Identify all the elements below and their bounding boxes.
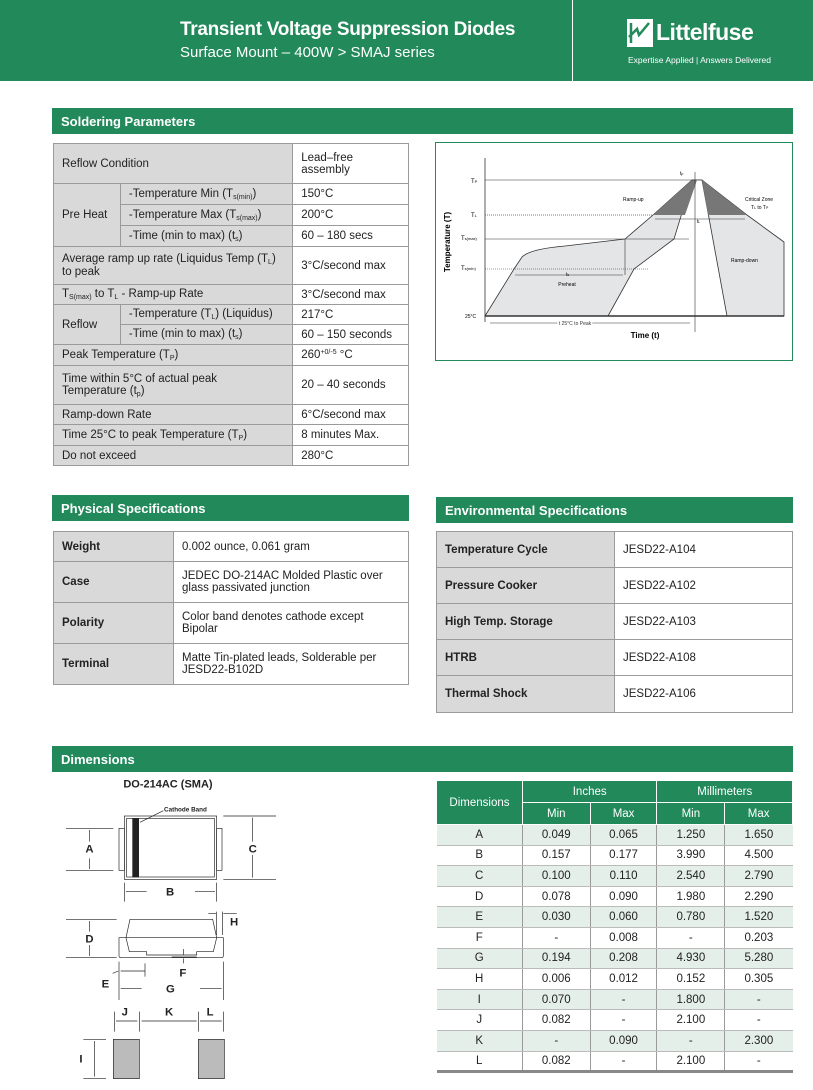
- section-soldering-parameters: Soldering Parameters: [52, 108, 793, 134]
- table-cell: 0.203: [725, 927, 793, 948]
- table-cell: 0.082: [522, 1010, 590, 1031]
- table-cell: 0.090: [590, 1030, 657, 1051]
- table-cell: H: [437, 969, 523, 990]
- table-cell: -: [590, 989, 657, 1010]
- label-terminal: Terminal: [54, 644, 174, 685]
- table-cell: 2.790: [725, 866, 793, 887]
- header-millimeters: Millimeters: [657, 781, 793, 803]
- table-cell: 1.800: [657, 989, 725, 1010]
- value-reflow-temp: 217°C: [293, 305, 409, 325]
- label-time-within: Time within 5°C of actual peak Temperature $(t_p)$: [54, 366, 293, 405]
- svg-text:ts: ts: [566, 272, 570, 278]
- value-do-not-exceed: 280°C: [293, 446, 409, 466]
- table-row: [437, 825, 793, 846]
- value-terminal: Matte Tin-plated leads, Solderable per JESD22-B102D: [174, 644, 409, 685]
- table-cell: -: [725, 1010, 793, 1031]
- label-pressure-cooker: Pressure Cooker: [437, 568, 615, 604]
- table-cell: E: [437, 907, 523, 928]
- header-in-min: Min: [522, 803, 590, 825]
- svg-text:C: C: [248, 843, 257, 856]
- table-cell: 0.006: [522, 969, 590, 990]
- value-case: JEDEC DO-214AC Molded Plastic over glass passivated junction: [174, 562, 409, 603]
- value-preheat-time: 60 – 180 secs: [293, 226, 409, 247]
- table-cell: 0.082: [522, 1051, 590, 1072]
- header-divider: [572, 0, 573, 81]
- svg-text:K: K: [165, 1006, 174, 1019]
- value-avg-ramp: 3°C/second max: [293, 247, 409, 285]
- header-dimensions: Dimensions: [437, 781, 523, 825]
- table-cell: 2.100: [657, 1010, 725, 1031]
- svg-text:E: E: [101, 978, 110, 991]
- table-cell: 0.060: [590, 907, 657, 928]
- label-time-25: Time 25°C to peak Temperature $(T_P)$: [54, 425, 293, 446]
- svg-text:Preheat: Preheat: [558, 282, 576, 288]
- svg-text:Ts(min): Ts(min): [461, 266, 476, 272]
- svg-text:TL to TP: TL to TP: [751, 205, 769, 211]
- value-weight: 0.002 ounce, 0.061 gram: [174, 532, 409, 562]
- table-cell: 0.208: [590, 948, 657, 969]
- document-subtitle: Surface Mount – 400W > SMAJ series: [180, 44, 435, 61]
- physical-specifications-table: [53, 531, 409, 685]
- table-cell: -: [725, 989, 793, 1010]
- label-htrb: HTRB: [437, 640, 615, 676]
- section-dimensions: Dimensions: [52, 746, 793, 772]
- table-cell: 0.049: [522, 825, 590, 846]
- label-weight: Weight: [54, 532, 174, 562]
- value-peak-temp: $260^{+0/-5}$ °C: [293, 345, 409, 366]
- table-cell: F: [437, 927, 523, 948]
- label-preheat-tmax: -Temperature Max $(T_{s(max)})$: [120, 205, 292, 226]
- svg-text:TL: TL: [471, 213, 477, 219]
- table-cell: -: [657, 927, 725, 948]
- svg-text:Ts(max): Ts(max): [461, 236, 477, 242]
- svg-text:H: H: [230, 916, 239, 929]
- table-row: [437, 907, 793, 928]
- brand-logo: Littelfuse: [656, 19, 754, 45]
- table-cell: 0.110: [590, 866, 657, 887]
- svg-text:Critical Zone: Critical Zone: [745, 197, 774, 203]
- svg-text:tL: tL: [697, 219, 701, 225]
- x-axis-label: Time (t): [630, 331, 660, 340]
- svg-text:F: F: [179, 967, 187, 980]
- label-high-temp-storage: High Temp. Storage: [437, 604, 615, 640]
- value-preheat-tmax: 200°C: [293, 205, 409, 226]
- value-reflow-time: 60 – 150 seconds: [293, 325, 409, 345]
- table-cell: I: [437, 989, 523, 1010]
- table-cell: 2.100: [657, 1051, 725, 1072]
- label-thermal-shock: Thermal Shock: [437, 676, 615, 713]
- header-mm-max: Max: [725, 803, 793, 825]
- table-cell: 0.008: [590, 927, 657, 948]
- svg-text:t 25°C to Peak: t 25°C to Peak: [558, 321, 592, 327]
- value-preheat-tmin: 150°C: [293, 184, 409, 205]
- table-cell: 0.780: [657, 907, 725, 928]
- label-preheat-tmin: -Temperature Min $(T_{s(min)})$: [120, 184, 292, 205]
- table-cell: 0.305: [725, 969, 793, 990]
- svg-text:L: L: [206, 1006, 214, 1019]
- table-cell: -: [657, 1030, 725, 1051]
- svg-text:Cathode Band: Cathode Band: [164, 806, 207, 814]
- header-in-max: Max: [590, 803, 657, 825]
- table-row: [437, 886, 793, 907]
- label-temperature-cycle: Temperature Cycle: [437, 532, 615, 568]
- table-row: [437, 969, 793, 990]
- table-cell: 1.250: [657, 825, 725, 846]
- label-ramp-down: Ramp-down Rate: [54, 405, 293, 425]
- label-avg-ramp: Average ramp up rate (Liquidus Temp $(T_L)$ to peak: [54, 247, 293, 285]
- document-title: Transient Voltage Suppression Diodes: [180, 19, 516, 40]
- table-cell: -: [522, 927, 590, 948]
- table-cell: -: [590, 1010, 657, 1031]
- header-inches: Inches: [522, 781, 657, 803]
- value-thermal-shock: JESD22-A106: [615, 676, 793, 713]
- table-cell: 4.500: [725, 845, 793, 866]
- table-cell: 0.078: [522, 886, 590, 907]
- table-cell: 0.030: [522, 907, 590, 928]
- header-mm-min: Min: [657, 803, 725, 825]
- label-reflow-temp: -Temperature $(T_L)$ (Liquidus): [120, 305, 292, 325]
- table-row: [437, 989, 793, 1010]
- littelfuse-logo-icon: [627, 17, 655, 49]
- section-environmental-specifications: Environmental Specifications: [436, 497, 793, 523]
- label-do-not-exceed: Do not exceed: [54, 446, 293, 466]
- value-reflow-condition: Lead–free assembly: [293, 144, 409, 184]
- label-reflow-condition: Reflow Condition: [54, 144, 293, 184]
- table-row: [437, 1051, 793, 1072]
- table-row: [437, 1010, 793, 1031]
- table-cell: 1.980: [657, 886, 725, 907]
- table-cell: -: [725, 1051, 793, 1072]
- table-cell: 0.194: [522, 948, 590, 969]
- table-row: [437, 927, 793, 948]
- table-cell: B: [437, 845, 523, 866]
- reflow-profile-diagram: [435, 142, 793, 361]
- table-cell: 0.157: [522, 845, 590, 866]
- label-preheat: Pre Heat: [54, 184, 121, 247]
- soldering-parameters-table: [53, 143, 409, 466]
- value-high-temp-storage: JESD22-A103: [615, 604, 793, 640]
- table-cell: 3.990: [657, 845, 725, 866]
- section-physical-specifications: Physical Specifications: [52, 495, 409, 521]
- cathode-band: [133, 818, 139, 877]
- svg-text:B: B: [166, 886, 175, 899]
- table-cell: 2.290: [725, 886, 793, 907]
- svg-text:25°C: 25°C: [465, 314, 477, 320]
- table-row: [437, 1030, 793, 1051]
- solder-pad-left: [113, 1039, 139, 1078]
- dimensions-table: [436, 780, 793, 1073]
- svg-text:tp: tp: [680, 171, 684, 177]
- table-cell: -: [590, 1051, 657, 1072]
- svg-text:I: I: [79, 1053, 83, 1066]
- label-peak-temp: Peak Temperature $(T_P)$: [54, 345, 293, 366]
- table-cell: A: [437, 825, 523, 846]
- environmental-specifications-table: [436, 531, 793, 713]
- table-cell: 0.100: [522, 866, 590, 887]
- table-cell: 5.280: [725, 948, 793, 969]
- table-cell: L: [437, 1051, 523, 1072]
- label-case: Case: [54, 562, 174, 603]
- table-cell: 2.300: [725, 1030, 793, 1051]
- value-time-within: 20 – 40 seconds: [293, 366, 409, 405]
- svg-text:G: G: [166, 983, 175, 996]
- value-temperature-cycle: JESD22-A104: [615, 532, 793, 568]
- table-row: [437, 948, 793, 969]
- value-time-25: 8 minutes Max.: [293, 425, 409, 446]
- table-cell: -: [522, 1030, 590, 1051]
- package-outline-drawing: [50, 772, 380, 1090]
- label-reflow-time: -Time (min to max) $(t_s)$: [120, 325, 292, 345]
- label-preheat-time: -Time (min to max) $(t_s)$: [120, 226, 292, 247]
- table-cell: C: [437, 866, 523, 887]
- table-cell: 1.520: [725, 907, 793, 928]
- table-cell: 0.070: [522, 989, 590, 1010]
- table-cell: 0.012: [590, 969, 657, 990]
- table-cell: K: [437, 1030, 523, 1051]
- svg-text:A: A: [85, 843, 94, 856]
- table-cell: 0.065: [590, 825, 657, 846]
- table-row: [437, 845, 793, 866]
- value-ts-ramp: 3°C/second max: [293, 285, 409, 305]
- table-cell: 0.177: [590, 845, 657, 866]
- label-reflow: Reflow: [54, 305, 121, 345]
- package-name: DO-214AC (SMA): [123, 778, 213, 791]
- solder-pad-right: [198, 1039, 224, 1078]
- svg-text:D: D: [85, 933, 94, 946]
- table-cell: G: [437, 948, 523, 969]
- svg-text:Ramp-down: Ramp-down: [731, 258, 758, 264]
- table-cell: 1.650: [725, 825, 793, 846]
- label-ts-ramp: $T_{S(max)}$ to $T_L$ - Ramp-up Rate: [54, 285, 293, 305]
- value-polarity: Color band denotes cathode except Bipolar: [174, 603, 409, 644]
- table-cell: 0.090: [590, 886, 657, 907]
- table-cell: 0.152: [657, 969, 725, 990]
- brand-tagline: Expertise Applied | Answers Delivered: [628, 55, 772, 65]
- table-row: [437, 866, 793, 887]
- value-htrb: JESD22-A108: [615, 640, 793, 676]
- label-polarity: Polarity: [54, 603, 174, 644]
- y-axis-label: Temperature (T): [443, 211, 452, 273]
- value-ramp-down: 6°C/second max: [293, 405, 409, 425]
- table-cell: J: [437, 1010, 523, 1031]
- svg-text:Ramp-up: Ramp-up: [623, 197, 644, 203]
- svg-text:TP: TP: [471, 179, 478, 185]
- table-cell: D: [437, 886, 523, 907]
- table-cell: 2.540: [657, 866, 725, 887]
- svg-text:J: J: [121, 1006, 128, 1019]
- value-pressure-cooker: JESD22-A102: [615, 568, 793, 604]
- table-cell: 4.930: [657, 948, 725, 969]
